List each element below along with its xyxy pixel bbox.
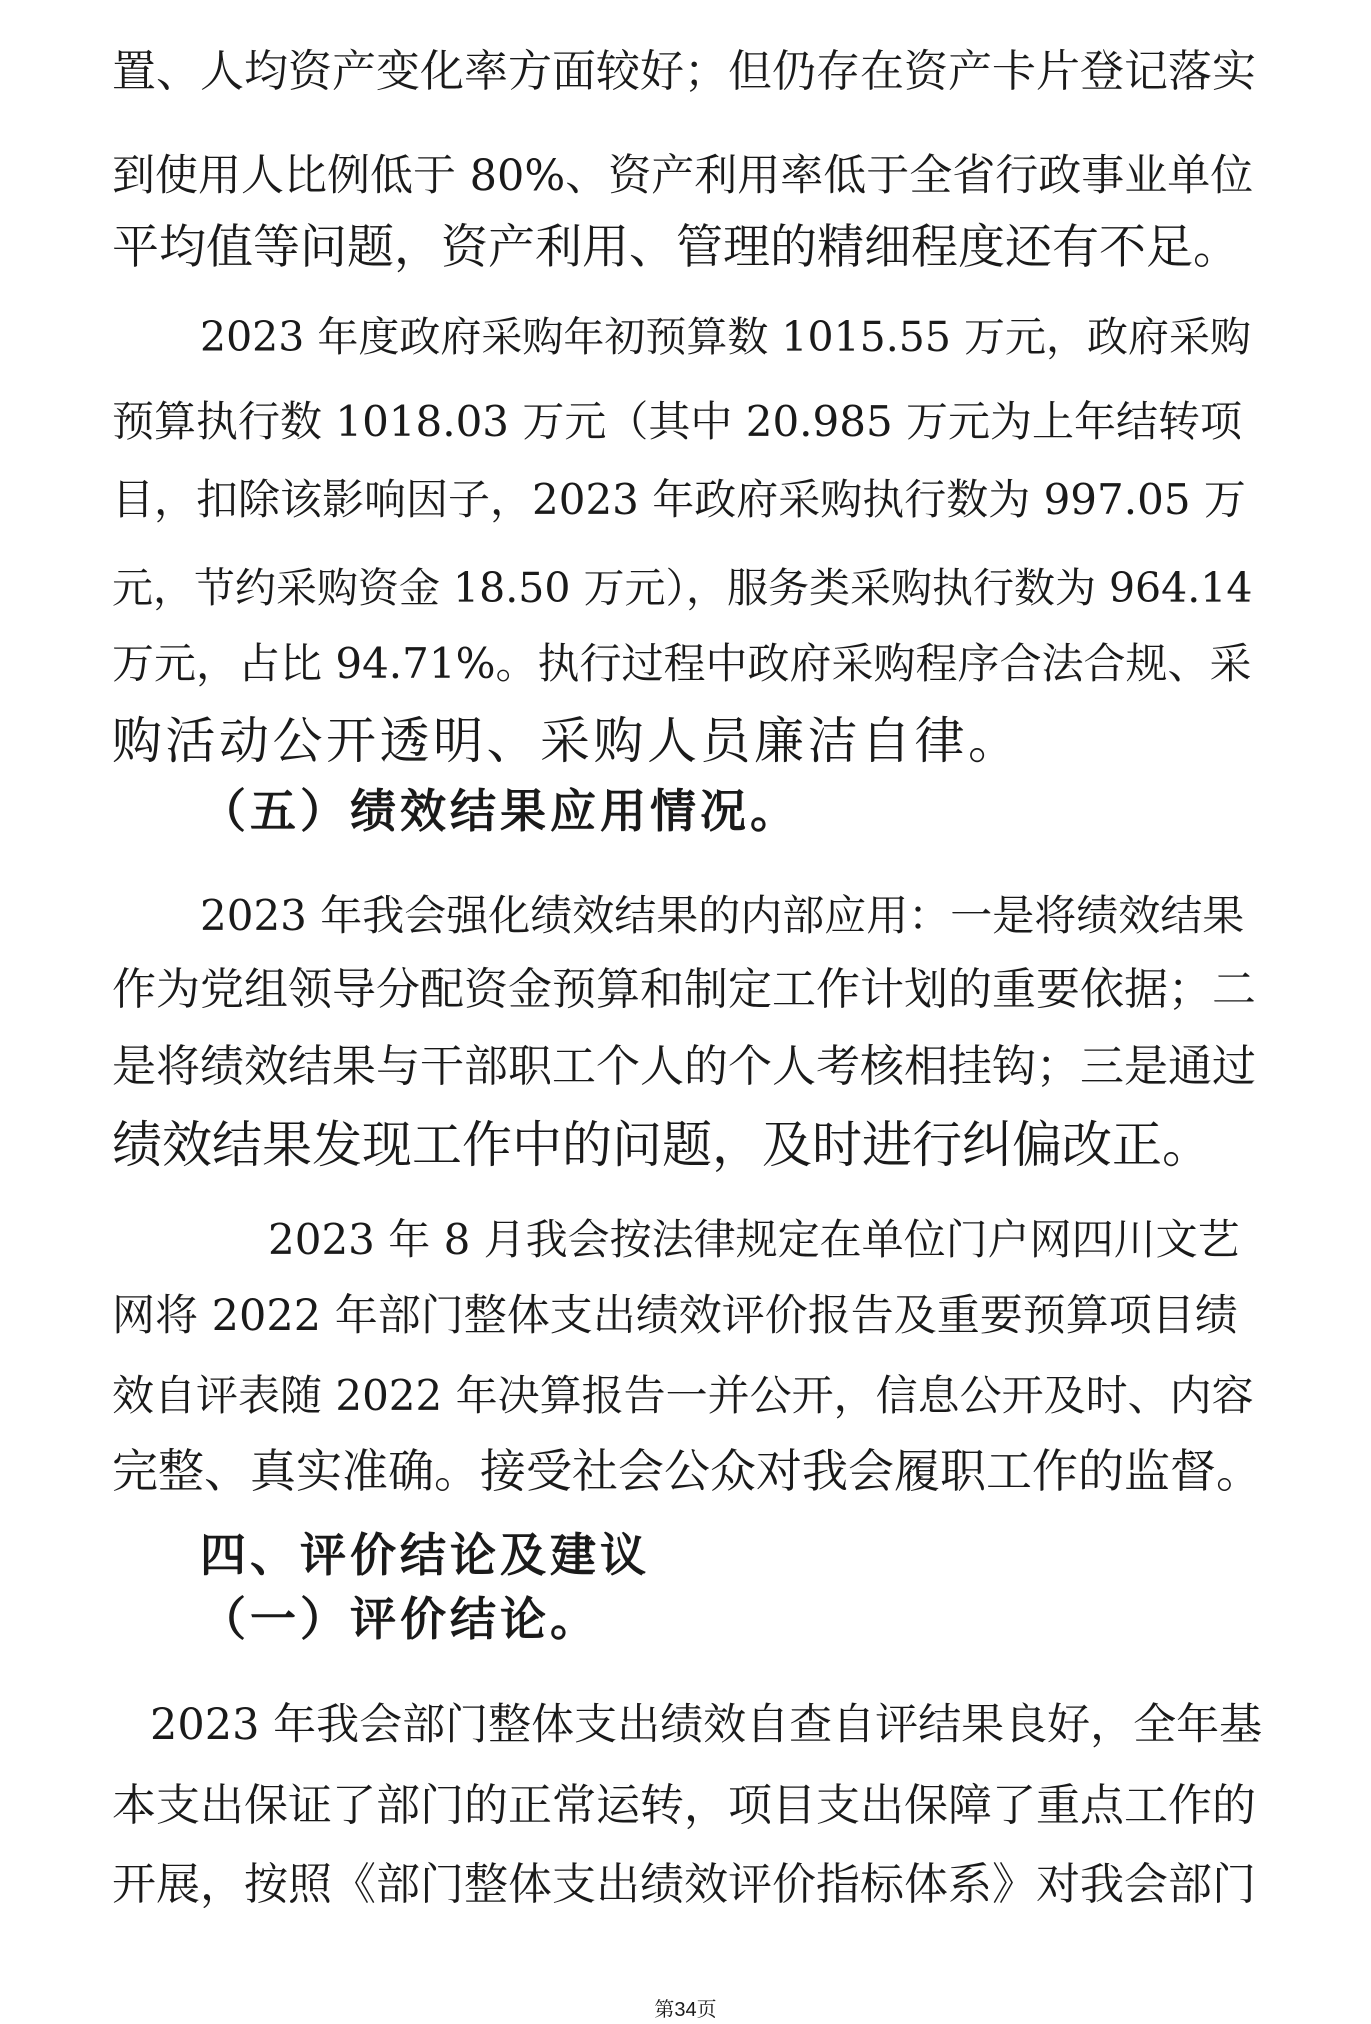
body-line: 开展，按照《部门整体支出绩效评价指标体系》对我会部门 [112,1859,1256,1910]
body-line: 到使用人比例低于 80%、资产利用率低于全省行政事业单位 [112,151,1254,201]
body-line: 置、人均资产变化率方面较好；但仍存在资产卡片登记落实 [112,46,1256,97]
body-line: 2023 年我会强化绩效结果的内部应用：一是将绩效结果 [200,891,1245,940]
body-line: 2023 年我会部门整体支出绩效自查自评结果良好，全年基 [150,1700,1263,1750]
body-line: 效自评表随 2022 年决算报告一并公开，信息公开及时、内容 [112,1371,1254,1420]
page-number: 第34页 [654,1999,717,2021]
body-line: 绩效结果发现工作中的问题，及时进行纠偏改正。 [112,1116,1212,1174]
section-heading: （五）绩效结果应用情况。 [200,784,800,838]
body-line: 2023 年 8 月我会按法律规定在单位门户网四川文艺 [268,1215,1240,1264]
body-line: 作为党组领导分配资金预算和制定工作计划的重要依据；二 [112,964,1256,1015]
body-line: 预算执行数 1018.03 万元（其中 20.985 万元为上年结转项 [112,397,1243,446]
body-line: 目，扣除该影响因子，2023 年政府采购执行数为 997.05 万 [112,475,1246,524]
body-line: 完整、真实准确。接受社会公众对我会履职工作的监督。 [112,1444,1262,1498]
body-line: 元，节约采购资金 18.50 万元），服务类采购执行数为 964.14 [112,564,1253,612]
body-line: 万元，占比 94.71%。执行过程中政府采购程序合法合规、采 [112,639,1252,688]
body-line: 网将 2022 年部门整体支出绩效评价报告及重要预算项目绩 [112,1291,1238,1341]
body-line: 平均值等问题，资产利用、管理的精细程度还有不足。 [112,220,1240,275]
body-line: 2023 年度政府采购年初预算数 1015.55 万元，政府采购 [200,313,1251,361]
body-line: 本支出保证了部门的正常运转，项目支出保障了重点工作的 [112,1780,1256,1831]
body-line: 购活动公开透明、采购人员廉洁自律。 [112,712,1022,770]
body-line: 是将绩效结果与干部职工个人的个人考核相挂钩；三是通过 [112,1041,1256,1092]
section-heading: 四、评价结论及建议 [200,1528,650,1582]
subsection-heading: （一）评价结论。 [200,1592,600,1646]
